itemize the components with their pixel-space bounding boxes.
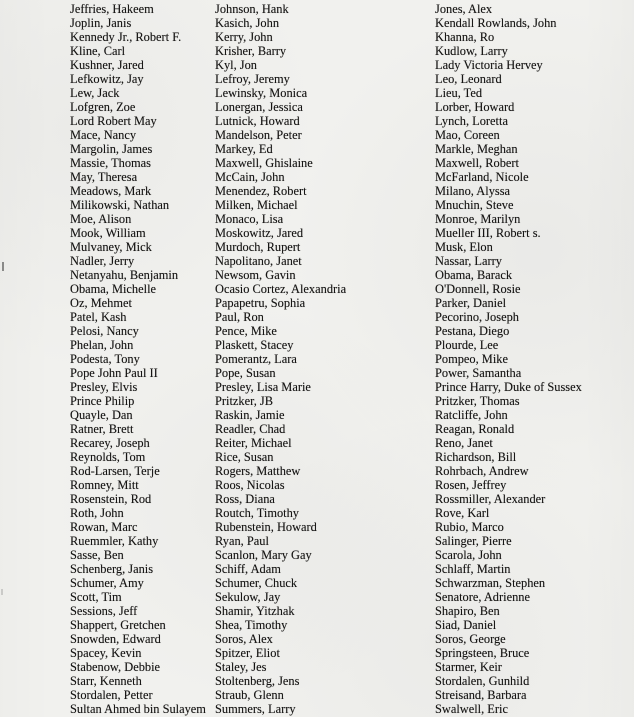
list-item: Kyl, Jon [215,58,257,72]
list-item: Recarey, Joseph [70,436,150,450]
list-item: McCain, John [215,170,285,184]
list-item: Kushner, Jared [70,58,144,72]
list-item: Milikowski, Nathan [70,198,170,212]
list-item: Lefkowitz, Jay [70,72,144,86]
list-item: Lew, Jack [70,86,120,100]
list-item: Musk, Elon [435,240,493,254]
list-item: Rosenstein, Rod [70,492,152,506]
list-item: Mnuchin, Steve [435,198,514,212]
list-item: Romney, Mitt [70,478,139,492]
list-item: Spacey, Kevin [70,646,142,660]
list-item: Papapetru, Sophia [215,296,306,310]
list-item: Ryan, Paul [215,534,269,548]
list-item: Lord Robert May [70,114,157,128]
list-item: Mandelson, Peter [215,128,302,142]
list-item: Pompeo, Mike [435,352,508,366]
list-item: Rice, Susan [215,450,274,464]
list-item: Maxwell, Robert [435,156,519,170]
list-item: Springsteen, Bruce [435,646,530,660]
list-item: Reagan, Ronald [435,422,515,436]
list-item: Shapiro, Ben [435,604,500,618]
list-item: Netanyahu, Benjamin [70,268,179,282]
list-item: Schumer, Amy [70,576,144,590]
list-item: Jones, Alex [435,2,493,16]
list-item: May, Theresa [70,170,138,184]
list-item: Richardson, Bill [435,450,517,464]
list-item: Lieu, Ted [435,86,483,100]
list-item: Sasse, Ben [70,548,124,562]
list-item: Sekulow, Jay [215,590,281,604]
list-item: Pelosi, Nancy [70,324,139,338]
list-item: Stoltenberg, Jens [215,674,300,688]
list-item: Stabenow, Debbie [70,660,161,674]
list-item: Reynolds, Tom [70,450,146,464]
list-item: Lewinsky, Monica [215,86,308,100]
list-item: Paul, Ron [215,310,264,324]
list-item: Scanlon, Mary Gay [215,548,312,562]
list-item: Rod-Larsen, Terje [70,464,160,478]
list-item: O'Donnell, Rosie [435,282,521,296]
list-item: Soros, George [435,632,506,646]
list-item: Moe, Alison [70,212,132,226]
list-item: Stordalen, Gunhild [435,674,530,688]
list-item: Readler, Chad [215,422,286,436]
list-item: Prince Harry, Duke of Sussex [435,380,582,394]
list-item: Sessions, Jeff [70,604,138,618]
list-item: Kline, Carl [70,44,126,58]
list-item: Pritzker, Thomas [435,394,520,408]
list-item: Shamir, Yitzhak [215,604,295,618]
list-item: Salinger, Pierre [435,534,512,548]
list-item: Monaco, Lisa [215,212,284,226]
list-item: Meadows, Mark [70,184,152,198]
list-item: Plourde, Lee [435,338,499,352]
list-item: Presley, Lisa Marie [215,380,311,394]
list-item: Schenberg, Janis [70,562,154,576]
list-item: Ratcliffe, John [435,408,508,422]
list-item: Soros, Alex [215,632,273,646]
list-item: McFarland, Nicole [435,170,529,184]
list-item: Leo, Leonard [435,72,502,86]
list-item: Schumer, Chuck [215,576,298,590]
list-item: Summers, Larry [215,702,296,716]
list-item: Reiter, Michael [215,436,292,450]
list-item: Schiff, Adam [215,562,281,576]
list-item: Markle, Meghan [435,142,518,156]
list-item: Lynch, Loretta [435,114,508,128]
list-item: Streisand, Barbara [435,688,527,702]
list-item: Newsom, Gavin [215,268,296,282]
list-item: Presley, Elvis [70,380,138,394]
list-item: Kerry, John [215,30,273,44]
list-item: Sultan Ahmed bin Sulayem [70,702,206,716]
list-item: Joplin, Janis [70,16,132,30]
list-item: Ratner, Brett [70,422,134,436]
list-item: Lady Victoria Hervey [435,58,543,72]
list-item: Kasich, John [215,16,280,30]
list-item: Pope John Paul II [70,366,158,380]
list-item: Straub, Glenn [215,688,284,702]
list-item: Lorber, Howard [435,100,515,114]
list-item: Krisher, Barry [215,44,287,58]
list-item: Obama, Barack [435,268,513,282]
list-item: Mueller III, Robert s. [435,226,541,240]
scan-artifact [2,262,4,271]
list-item: Kudlow, Larry [435,44,508,58]
name-column-right [435,2,633,716]
list-item: Pritzker, JB [215,394,274,408]
list-item: Nadler, Jerry [70,254,135,268]
list-item: Starr, Kenneth [70,674,142,688]
list-item: Reno, Janet [435,436,493,450]
list-item: Starmer, Keir [435,660,502,674]
list-item: Rowan, Marc [70,520,138,534]
list-item: Pestana, Diego [435,324,510,338]
list-item: Johnson, Hank [215,2,289,16]
list-item: Lofgren, Zoe [70,100,136,114]
list-item: Pence, Mike [215,324,277,338]
list-item: Oz, Mehmet [70,296,132,310]
list-item: Staley, Jes [215,660,267,674]
list-item: Scarola, John [435,548,502,562]
list-item: Rove, Karl [435,506,490,520]
list-item: Pecorino, Joseph [435,310,519,324]
list-item: Mulvaney, Mick [70,240,152,254]
list-item: Shappert, Gretchen [70,618,166,632]
list-item: Rogers, Matthew [215,464,301,478]
list-item: Rosen, Jeffrey [435,478,507,492]
list-item: Lutnick, Howard [215,114,300,128]
list-item: Milano, Alyssa [435,184,511,198]
list-item: Roth, John [70,506,124,520]
list-item: Rubio, Marco [435,520,504,534]
list-item: Schwarzman, Stephen [435,576,546,590]
list-item: Prince Philip [70,394,135,408]
list-item: Senatore, Adrienne [435,590,530,604]
list-item: Quayle, Dan [70,408,133,422]
list-item: Maxwell, Ghislaine [215,156,313,170]
list-item: Spitzer, Eliot [215,646,280,660]
list-item: Pomerantz, Lara [215,352,297,366]
list-item: Phelan, John [70,338,134,352]
list-item: Routch, Timothy [215,506,300,520]
list-item: Nassar, Larry [435,254,502,268]
list-item: Mao, Coreen [435,128,500,142]
list-item: Kennedy Jr., Robert F. [70,30,182,44]
list-item: Obama, Michelle [70,282,157,296]
list-item: Raskin, Jamie [215,408,285,422]
list-item: Margolin, James [70,142,153,156]
list-item: Moskowitz, Jared [215,226,304,240]
list-item: Kendall Rowlands, John [435,16,557,30]
name-column-middle [215,2,431,716]
list-item: Milken, Michael [215,198,298,212]
list-item: Swalwell, Eric [435,702,508,716]
scan-artifact [1,589,3,595]
list-item: Ross, Diana [215,492,275,506]
list-item: Mace, Nancy [70,128,137,142]
list-item: Patel, Kash [70,310,127,324]
list-item: Rossmiller, Alexander [435,492,546,506]
list-item: Ruemmler, Kathy [70,534,159,548]
list-item: Napolitano, Janet [215,254,302,268]
list-item: Rohrbach, Andrew [435,464,529,478]
list-item: Snowden, Edward [70,632,161,646]
list-item: Markey, Ed [215,142,273,156]
list-item: Pope, Susan [215,366,276,380]
list-item: Mook, William [70,226,146,240]
list-item: Schlaff, Martin [435,562,511,576]
list-item: Ocasio Cortez, Alexandria [215,282,347,296]
list-item: Siad, Daniel [435,618,497,632]
list-item: Menendez, Robert [215,184,307,198]
list-item: Power, Samantha [435,366,522,380]
list-item: Rubenstein, Howard [215,520,317,534]
list-item: Parker, Daniel [435,296,507,310]
list-item: Khanna, Ro [435,30,495,44]
list-item: Shea, Timothy [215,618,288,632]
list-item: Murdoch, Rupert [215,240,301,254]
list-item: Roos, Nicolas [215,478,285,492]
list-item: Monroe, Marilyn [435,212,521,226]
list-item: Stordalen, Petter [70,688,153,702]
list-item: Podesta, Tony [70,352,140,366]
list-item: Lefroy, Jeremy [215,72,290,86]
list-item: Lonergan, Jessica [215,100,303,114]
list-item: Plaskett, Stacey [215,338,294,352]
list-item: Massie, Thomas [70,156,151,170]
list-item: Jeffries, Hakeem [70,2,154,16]
list-item: Scott, Tim [70,590,122,604]
